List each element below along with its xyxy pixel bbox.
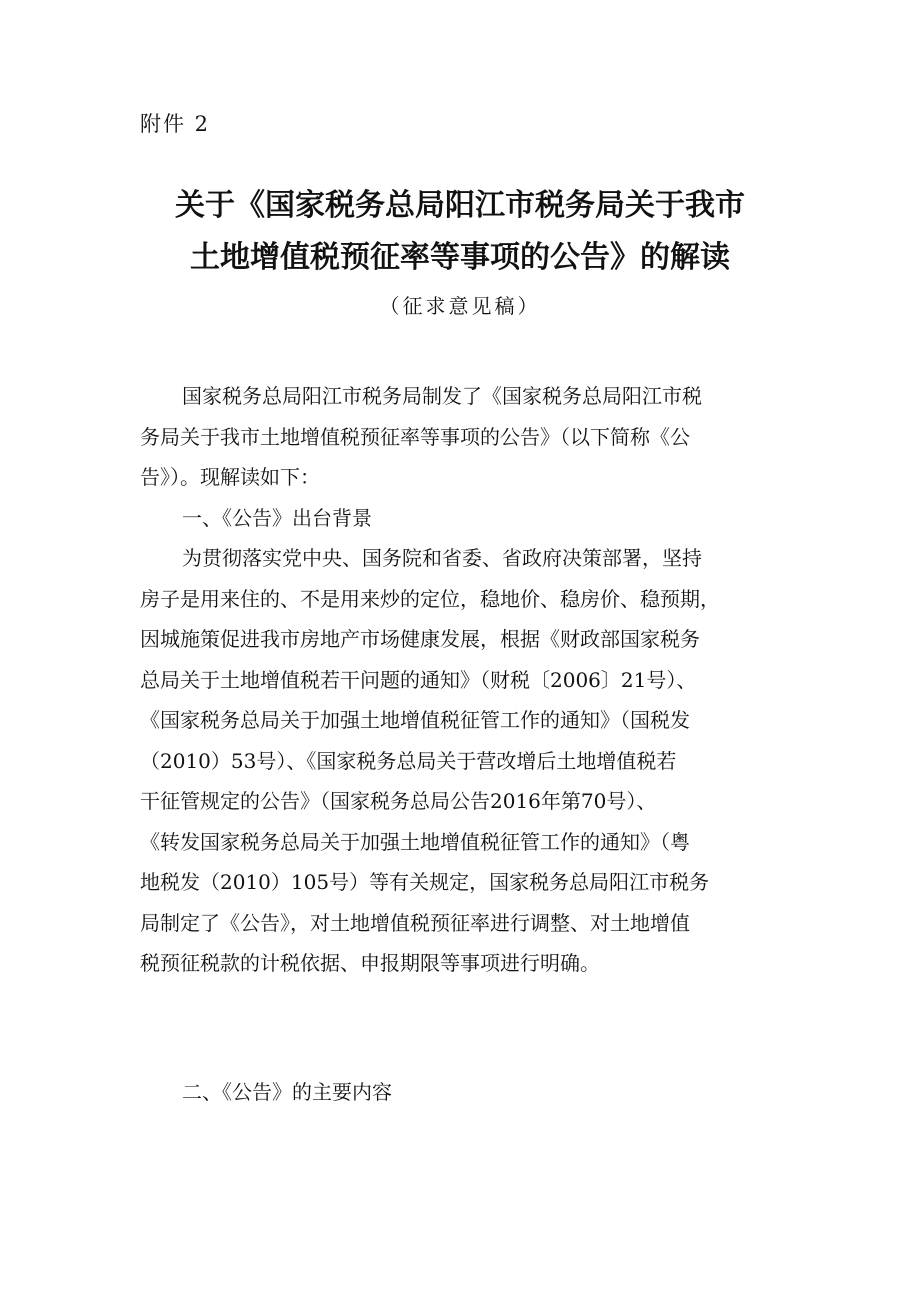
attachment-label: 附件 2 bbox=[140, 112, 211, 136]
section-1-line: 《国家税务总局关于加强土地增值税征管工作的通知》（国税发 bbox=[140, 708, 690, 732]
section-1-line: （2010）53号）、《国家税务总局关于营改增后土地增值税若 bbox=[140, 748, 677, 773]
section-1-line: 为贯彻落实党中央、国务院和省委、省政府决策部署，坚持 bbox=[182, 546, 702, 570]
intro-line: 务局关于我市土地增值税预征率等事项的公告》（以下简称《公 bbox=[140, 424, 690, 449]
section-1-line: 税预征税款的计税依据、申报期限等事项进行明确。 bbox=[140, 951, 600, 975]
intro-line: 告》）。现解读如下： bbox=[140, 465, 320, 489]
section-1-line: 地税发（2010）105号）等有关规定，国家税务总局阳江市税务 bbox=[140, 870, 710, 894]
document-title-line-1: 关于《国家税务总局阳江市税务局关于我市 bbox=[175, 188, 745, 223]
section-1-line: 干征管规定的公告》（国家税务总局公告2016年第70号）、 bbox=[140, 789, 657, 813]
section-2-heading: 二、《公告》的主要内容 bbox=[182, 1080, 392, 1104]
section-1-line: 局制定了《公告》，对土地增值税预征率进行调整、对土地增值 bbox=[140, 910, 690, 935]
document-subtitle: （征求意见稿） bbox=[379, 294, 541, 318]
document-title-line-2: 土地增值税预征率等事项的公告》的解读 bbox=[190, 240, 730, 275]
section-1-line: 因城施策促进我市房地产市场健康发展，根据《财政部国家税务 bbox=[140, 627, 700, 651]
section-1-line: 房子是用来住的、不是用来炒的定位，稳地价、稳房价、稳预期， bbox=[140, 586, 720, 611]
section-1-line: 总局关于土地增值税若干问题的通知》（财税〔2006〕21号）、 bbox=[140, 667, 697, 692]
section-1-line: 《转发国家税务总局关于加强土地增值税征管工作的通知》（粤 bbox=[140, 829, 690, 854]
intro-line: 国家税务总局阳江市税务局制发了《国家税务总局阳江市税 bbox=[182, 384, 702, 408]
section-1-heading: 一、《公告》出台背景 bbox=[182, 505, 372, 530]
document-body bbox=[140, 376, 790, 984]
